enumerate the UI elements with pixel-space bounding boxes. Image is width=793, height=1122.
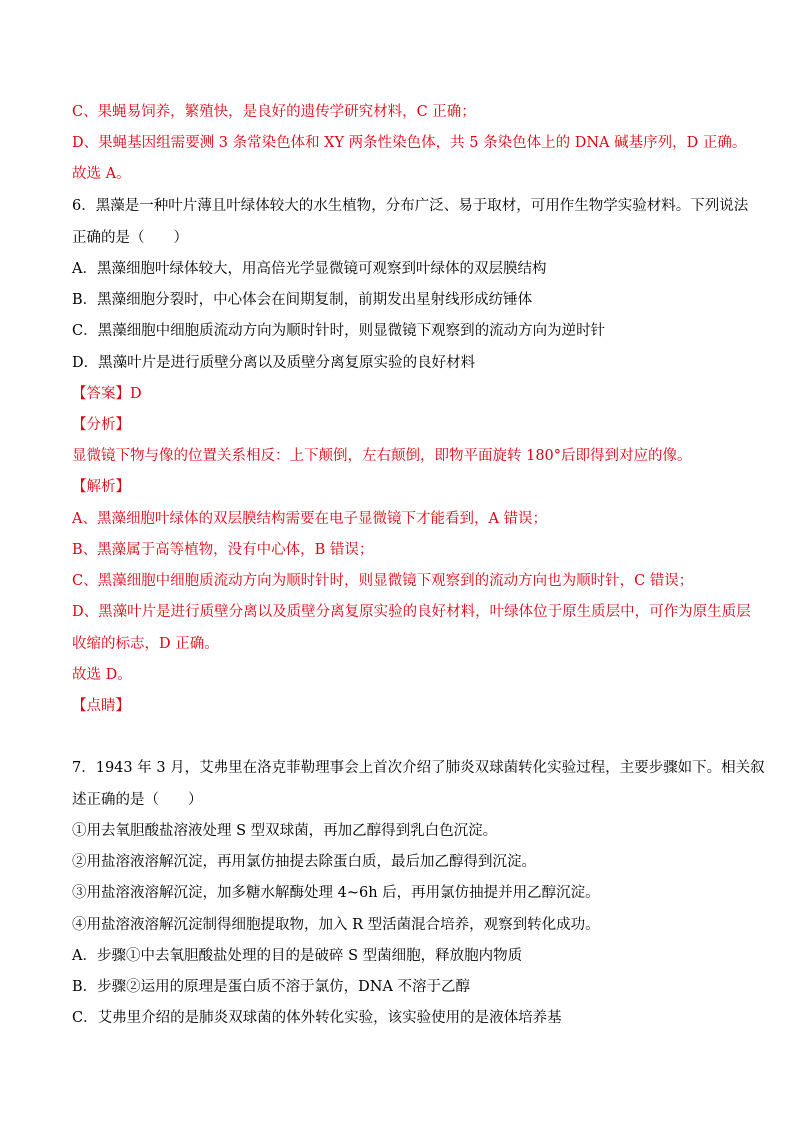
q7-option-b: B．步骤②运用的原理是蛋白质不溶于氯仿，DNA 不溶于乙醇 (72, 979, 471, 995)
q6-answer: 【答案】D (72, 386, 142, 402)
q6-explanation-b: B、黑藻属于高等植物，没有中心体，B 错误； (72, 542, 374, 558)
prev-solution-d: D、果蝇基因组需要测 3 条常染色体和 XY 两条性染色体，共 5 条染色体上的 DNA 碱基序列，D 正确。 (72, 135, 747, 151)
q6-option-d: D．黑藻叶片是进行质壁分离以及质壁分离复原实验的良好材料 (72, 355, 476, 371)
q7-option-c: C．艾弗里介绍的是肺炎双球菌的体外转化实验，该实验使用的是液体培养基 (72, 1010, 562, 1026)
q7-step-2: ②用盐溶液溶解沉淀，再用氯仿抽提去除蛋白质，最后加乙醇得到沉淀。 (72, 854, 536, 870)
q6-explanation-label: 【解析】 (72, 479, 130, 495)
q7-step-1: ①用去氧胆酸盐溶液处理 S 型双球菌，再加乙醇得到乳白色沉淀。 (72, 823, 498, 839)
q7-option-a: A．步骤①中去氧胆酸盐处理的目的是破碎 S 型菌细胞，释放胞内物质 (72, 948, 523, 964)
q6-explanation-c: C、黑藻细胞中细胞质流动方向为顺时针时，则显微镜下观察到的流动方向也为顺时针，C 错误； (72, 573, 694, 589)
prev-solution-c: C、果蝇易饲养，繁殖快，是良好的遗传学研究材料，C 正确； (72, 104, 476, 120)
q6-explanation-a: A、黑藻细胞叶绿体的双层膜结构需要在电子显微镜下才能看到，A 错误； (72, 511, 548, 527)
q7-stem-line2: 述正确的是（ ） (72, 792, 203, 808)
q6-option-a: A．黑藻细胞叶绿体较大，用高倍光学显微镜可观察到叶绿体的双层膜结构 (72, 261, 547, 277)
q6-stem-line2: 正确的是（ ） (72, 230, 188, 246)
q6-analysis-text: 显微镜下物与像的位置关系相反：上下颠倒，左右颠倒，即物平面旋转 180°后即得到对应的像。 (72, 448, 692, 464)
q7-step-4: ④用盐溶液溶解沉淀制得细胞提取物，加入 R 型活菌混合培养，观察到转化成功。 (72, 917, 600, 933)
q6-conclusion: 故选 D。 (72, 667, 132, 683)
q6-comment-label: 【点睛】 (72, 698, 130, 714)
q6-option-c: C．黑藻细胞中细胞质流动方向为顺时针时，则显微镜下观察到的流动方向为逆时针 (72, 323, 606, 339)
q7-stem-line1: 7．1943 年 3 月，艾弗里在洛克菲勒理事会上首次介绍了肺炎双球菌转化实验过程，主要步骤如下。相关叙 (72, 760, 765, 776)
q6-explanation-d2: 收缩的标志，D 正确。 (72, 636, 219, 652)
q6-analysis-label: 【分析】 (72, 417, 130, 433)
q7-step-3: ③用盐溶液溶解沉淀，加多糖水解酶处理 4~6h 后，再用氯仿抽提并用乙醇沉淀。 (72, 885, 600, 901)
prev-conclusion: 故选 A。 (72, 166, 131, 182)
q6-explanation-d1: D、黑藻叶片是进行质壁分离以及质壁分离复原实验的良好材料，叶绿体位于原生质层中，可作为原生质层 (72, 604, 751, 620)
q6-stem-line1: 6．黑藻是一种叶片薄且叶绿体较大的水生植物，分布广泛、易于取材，可用作生物学实验材料。下列说法 (72, 198, 749, 214)
q6-option-b: B．黑藻细胞分裂时，中心体会在间期复制，前期发出星射线形成纺锤体 (72, 292, 533, 308)
